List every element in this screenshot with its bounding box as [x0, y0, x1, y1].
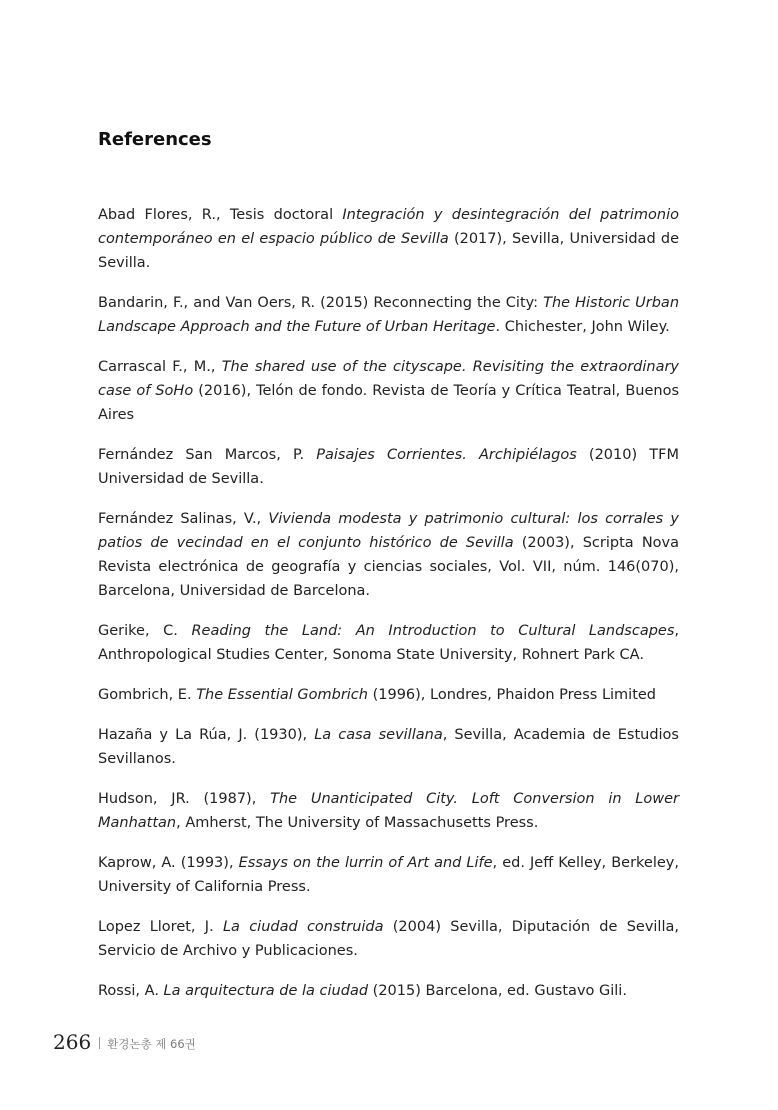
reference-title: Integración y desintegración del patrimonio contemporáneo en el espacio público de Sevilla: [98, 207, 680, 247]
reference-text: Bandarin, F., and Van Oers, R. (2015) Reconnecting the City:: [98, 295, 544, 311]
reference-title: La arquitectura de la ciudad: [163, 983, 369, 999]
reference-text: . Chichester, John Wiley.: [495, 319, 670, 335]
reference-entry: [98, 683, 679, 707]
reference-entry: [98, 619, 679, 667]
reference-title: The Unanticipated City. Loft Conversion in Lower Manhattan: [98, 791, 679, 831]
reference-text: Carrascal F., M.,: [98, 359, 222, 375]
reference-list: [98, 203, 679, 1019]
reference-text: (2015) Barcelona, ed. Gustavo Gili.: [368, 983, 627, 999]
journal-name: 환경논총 제 66권: [107, 1036, 196, 1051]
reference-text: , ed. Jeff Kelley, Berkeley, University of California Press.: [98, 855, 679, 895]
reference-title: The Essential Gombrich: [196, 687, 368, 703]
page-number: 266: [53, 1030, 92, 1054]
reference-text: Lopez Lloret, J.: [98, 919, 223, 935]
reference-title: La ciudad construida: [222, 919, 384, 935]
reference-text: (2010) TFM Universidad de Sevilla.: [98, 447, 679, 487]
reference-entry: [98, 787, 679, 835]
reference-text: , Sevilla, Academia de Estudios Sevillanos.: [98, 727, 679, 767]
reference-entry: [98, 507, 679, 603]
reference-text: (2003), Scripta Nova Revista electrónica de geografía y ciencias sociales, Vol. VII, núm. 146(070), Barcelona, Universidad de Barcelona.: [98, 535, 679, 599]
reference-entry: [98, 979, 679, 1003]
reference-title: The shared use of the cityscape. Revisiting the extraordinary case of SoHo: [98, 359, 680, 399]
reference-entry: [98, 915, 679, 963]
reference-text: Hudson, JR. (1987),: [98, 791, 271, 807]
reference-entry: [98, 443, 679, 491]
page-footer: [53, 1030, 196, 1054]
reference-text: Gombrich, E.: [98, 687, 197, 703]
reference-text: Fernández San Marcos, P.: [98, 447, 317, 463]
reference-entry: [98, 291, 679, 339]
reference-text: Kaprow, A. (1993),: [98, 855, 239, 871]
reference-entry: [98, 203, 679, 275]
reference-title: La casa sevillana: [314, 727, 443, 743]
reference-text: Fernández Salinas, V.,: [98, 511, 269, 527]
references-heading: References: [98, 129, 212, 150]
reference-title: Reading the Land: An Introduction to Cultural Landscapes: [191, 623, 675, 639]
reference-text: Hazaña y La Rúa, J. (1930),: [98, 727, 315, 743]
reference-text: (1996), Londres, Phaidon Press Limited: [367, 687, 657, 703]
reference-entry: [98, 355, 679, 427]
reference-text: Rossi, A.: [98, 983, 164, 999]
reference-title: Paisajes Corrientes. Archipiélagos: [316, 447, 577, 463]
reference-title: The Historic Urban Landscape Approach and the Future of Urban Heritage: [98, 295, 680, 335]
reference-entry: [98, 723, 679, 771]
reference-title: Essays on the lurrin of Art and Life: [238, 855, 493, 871]
reference-title: Vivienda modesta y patrimonio cultural: los corrales y patios de vecindad en el conjunto histórico de Sevilla: [98, 511, 679, 551]
footer-divider: [99, 1037, 100, 1049]
reference-text: Abad Flores, R., Tesis doctoral: [98, 207, 343, 223]
reference-entry: [98, 851, 679, 899]
reference-text: (2004) Sevilla, Diputación de Sevilla, Servicio de Archivo y Publicaciones.: [98, 919, 679, 959]
reference-text: (2016), Telón de fondo. Revista de Teoría y Crítica Teatral, Buenos Aires: [98, 383, 679, 423]
reference-text: , Anthropological Studies Center, Sonoma State University, Rohnert Park CA.: [98, 623, 679, 663]
reference-text: Gerike, C.: [98, 623, 192, 639]
reference-text: , Amherst, The University of Massachusetts Press.: [176, 815, 539, 831]
reference-text: (2017), Sevilla, Universidad de Sevilla.: [98, 231, 679, 271]
